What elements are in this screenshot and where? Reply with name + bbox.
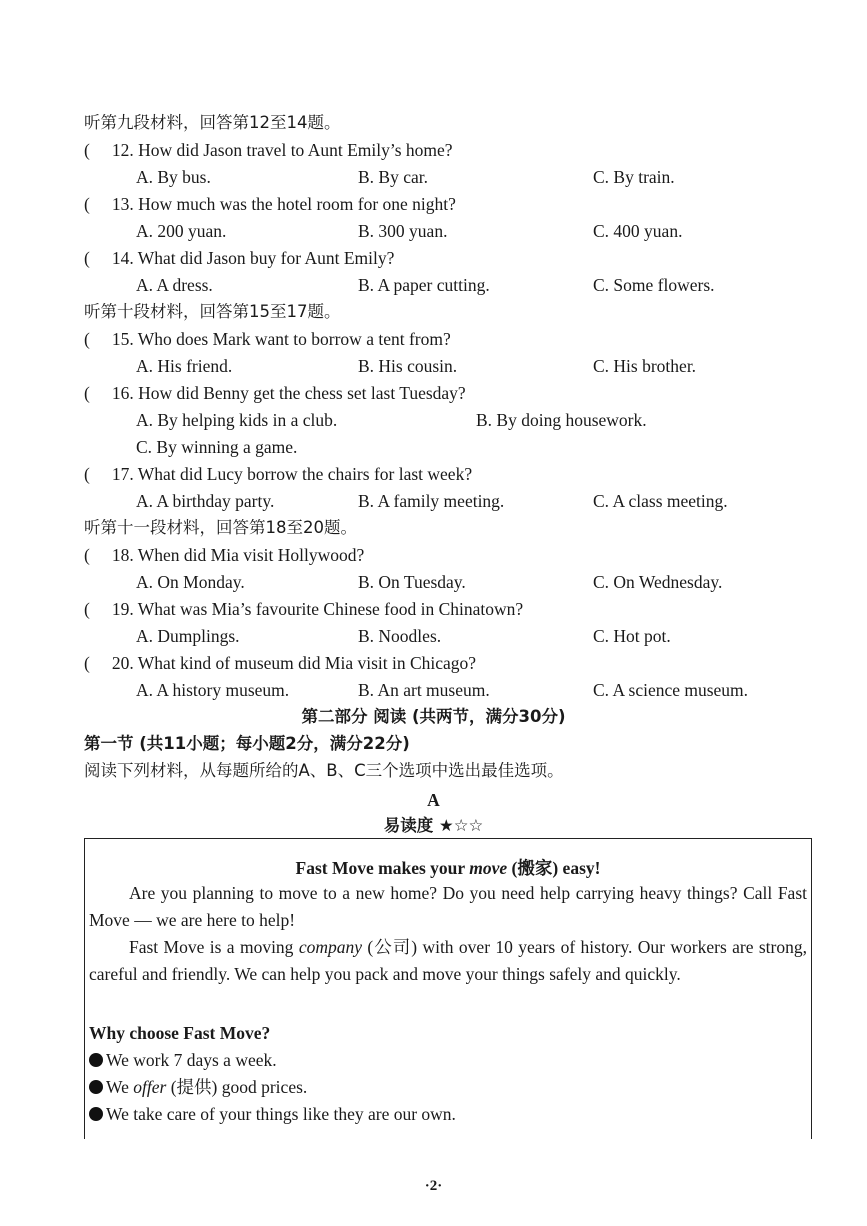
q13-option-b: B. 300 yuan. xyxy=(358,221,448,241)
q16-option-a: A. By helping kids in a club. xyxy=(136,410,338,430)
ad-paragraph-2: Fast Move is a moving company (公司) with over 10 years of history. Our workers are strong, careful and friendly. We can help you pack and move your things safely and quickly. xyxy=(89,937,807,984)
q16-option-b: B. By doing housework. xyxy=(476,410,647,430)
ad-bullet-3: We take care of your things like they are our own. xyxy=(89,1103,456,1125)
question-16: ( 16. How did Benny get the chess set last Tuesday? xyxy=(84,383,466,403)
q12-option-c: C. By train. xyxy=(593,167,675,187)
question-14: ( 14. What did Jason buy for Aunt Emily? xyxy=(84,248,395,268)
q12-option-a: A. By bus. xyxy=(136,167,211,187)
question-15: ( 15. Who does Mark want to borrow a tent from? xyxy=(84,329,451,349)
q19-option-a: A. Dumplings. xyxy=(136,626,240,646)
q14-option-c: C. Some flowers. xyxy=(593,275,715,295)
question-20: ( 20. What kind of museum did Mia visit in Chicago? xyxy=(84,653,477,673)
page-number: ·2· xyxy=(424,1178,443,1194)
ad-paragraph-1: Are you planning to move to a new home? Do you need help carrying heavy things? Call Fast Move — we are here to help! xyxy=(89,883,807,930)
section-heading-10: 听第十段材料，回答第15至17题。 xyxy=(84,302,341,321)
q18-option-c: C. On Wednesday. xyxy=(593,572,723,592)
passage-letter: A xyxy=(427,790,440,810)
question-17: ( 17. What did Lucy borrow the chairs for last week? xyxy=(84,464,473,484)
q14-option-a: A. A dress. xyxy=(136,275,213,295)
q17-option-a: A. A birthday party. xyxy=(136,491,275,511)
q15-option-b: B. His cousin. xyxy=(358,356,458,376)
section-heading-11: 听第十一段材料，回答第18至20题。 xyxy=(84,518,357,537)
bullet-icon xyxy=(89,1053,103,1067)
bullet-icon xyxy=(89,1107,103,1121)
difficulty-rating: 易读度 ★☆☆ xyxy=(383,816,484,835)
q20-option-c: C. A science museum. xyxy=(593,680,749,700)
q13-option-a: A. 200 yuan. xyxy=(136,221,227,241)
reading-instruction: 阅读下列材料，从每题所给的A、B、C三个选项中选出最佳选项。 xyxy=(84,761,564,780)
q13-option-c: C. 400 yuan. xyxy=(593,221,683,241)
q19-option-c: C. Hot pot. xyxy=(593,626,671,646)
question-12: ( 12. How did Jason travel to Aunt Emily’s home? xyxy=(84,140,453,160)
question-18: ( 18. When did Mia visit Hollywood? xyxy=(84,545,365,565)
section-heading-9: 听第九段材料，回答第12至14题。 xyxy=(84,113,341,132)
question-19: ( 19. What was Mia’s favourite Chinese food in Chinatown? xyxy=(84,599,524,619)
ad-bullet-1: We work 7 days a week. xyxy=(89,1049,277,1071)
q17-option-b: B. A family meeting. xyxy=(358,491,505,511)
q15-option-c: C. His brother. xyxy=(593,356,697,376)
bullet-icon xyxy=(89,1080,103,1094)
q17-option-c: C. A class meeting. xyxy=(593,491,728,511)
q20-option-b: B. An art museum. xyxy=(358,680,490,700)
q19-option-b: B. Noodles. xyxy=(358,626,442,646)
q16-option-c: C. By winning a game. xyxy=(136,437,298,457)
part2-title: 第二部分 阅读 (共两节，满分30分) xyxy=(301,707,566,726)
q18-option-a: A. On Monday. xyxy=(136,572,245,592)
passage-box xyxy=(84,838,812,1139)
q14-option-b: B. A paper cutting. xyxy=(358,275,490,295)
section1-title: 第一节 (共11小题；每小题2分，满分22分) xyxy=(84,734,410,753)
q15-option-a: A. His friend. xyxy=(136,356,233,376)
ad-title: Fast Move makes your move (搬家) easy! xyxy=(295,858,601,878)
question-13: ( 13. How much was the hotel room for one night? xyxy=(84,194,456,214)
q12-option-b: B. By car. xyxy=(358,167,428,187)
ad-why-heading: Why choose Fast Move? xyxy=(89,1023,271,1043)
ad-bullet-2: We offer (提供) good prices. xyxy=(89,1076,307,1098)
q18-option-b: B. On Tuesday. xyxy=(358,572,466,592)
q20-option-a: A. A history museum. xyxy=(136,680,290,700)
